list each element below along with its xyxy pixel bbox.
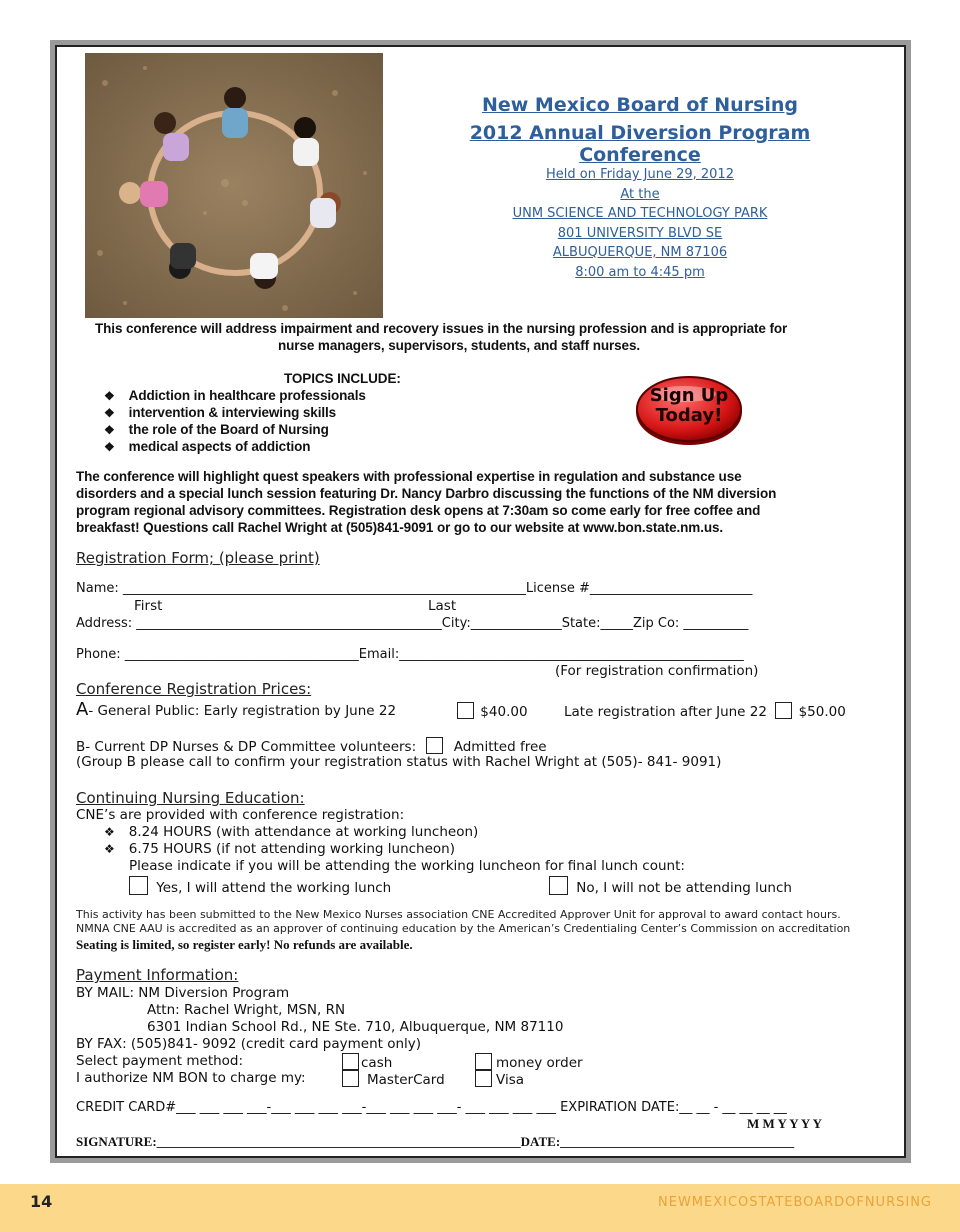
- mail-label: BY MAIL: NM Diversion Program: [76, 985, 290, 1001]
- name-line[interactable]: Name: ______________________________________________________________License #_________________________: [76, 581, 753, 596]
- money-order-option[interactable]: money order: [475, 1053, 583, 1071]
- visa-checkbox[interactable]: [475, 1070, 492, 1087]
- bullet-icon: ❖: [104, 406, 115, 420]
- registration-form-title: Registration Form; (please print): [76, 549, 320, 567]
- venue: UNM SCIENCE AND TECHNOLOGY PARK: [512, 206, 768, 221]
- highlight-line-3: program regional advisory committees. Registration desk opens at 7:30am so come early for free coffee and: [76, 503, 761, 518]
- org-title: New Mexico Board of Nursing: [481, 94, 799, 116]
- lunch-no-checkbox[interactable]: [549, 876, 568, 895]
- phone-line[interactable]: Phone: ____________________________________Email:_____________________________________________________: [76, 647, 744, 662]
- signature-line[interactable]: SIGNATURE:________________________________________________________DATE:____________________________________: [76, 1134, 795, 1149]
- at-the: At the: [620, 187, 660, 202]
- cash-checkbox[interactable]: [342, 1053, 359, 1070]
- first-label: First: [134, 598, 163, 614]
- notice-line-1: This activity has been submitted to the New Mexico Nurses association CNE Accredited Approver Unit for approval to award contact hours.: [76, 908, 841, 921]
- bullet-icon: ❖: [104, 842, 115, 856]
- lunch-yes-checkbox[interactable]: [129, 876, 148, 895]
- cash-option[interactable]: cash: [342, 1053, 392, 1071]
- last-label: Last: [428, 598, 457, 614]
- price-b[interactable]: B- Current DP Nurses & DP Committee volunteers: Admitted free: [76, 739, 547, 755]
- expiration-format: M M Y Y Y Y: [747, 1116, 822, 1131]
- mastercard-option[interactable]: MasterCard: [342, 1070, 445, 1088]
- money-order-checkbox[interactable]: [475, 1053, 492, 1070]
- late-price-option[interactable]: Late registration after June 22 $50.00: [564, 704, 846, 720]
- price-b-note: (Group B please call to confirm your registration status with Rachel Wright at (505)- 841- 9091): [76, 754, 722, 770]
- conference-photo: [85, 53, 383, 318]
- topic-item: ❖ Addiction in healthcare professionals: [104, 388, 366, 403]
- topic-item: ❖ the role of the Board of Nursing: [104, 422, 329, 437]
- credit-card-line[interactable]: CREDIT CARD#___ ___ ___ ___-___ ___ ___ ___-___ ___ ___ ___- ___ ___ ___ ___ EXPIRATION DATE:__ __ - __ __ __ __: [76, 1100, 787, 1115]
- early-price-checkbox[interactable]: [457, 702, 474, 719]
- conference-title: 2012 Annual Diversion Program Conference: [469, 122, 811, 166]
- lunch-yes-option[interactable]: Yes, I will attend the working lunch: [129, 876, 391, 896]
- city: ALBUQUERQUE, NM 87106: [552, 245, 728, 260]
- price-a: A- General Public: Early registration by June 22: [76, 699, 397, 720]
- early-price-option[interactable]: $40.00: [457, 702, 528, 720]
- address-line[interactable]: Address: _______________________________________________City:______________State:_____Zip Co: __________: [76, 616, 749, 631]
- mastercard-checkbox[interactable]: [342, 1070, 359, 1087]
- bullet-icon: ❖: [104, 389, 115, 403]
- street: 801 UNIVERSITY BLVD SE: [557, 226, 723, 241]
- held-on: Held on Friday June 29, 2012: [546, 167, 734, 182]
- bullet-icon: ❖: [104, 825, 115, 839]
- highlight-line-2: disorders and a special lunch session featuring Dr. Nancy Darbro discussing the functions of the NM diversion: [76, 486, 777, 501]
- visa-option[interactable]: Visa: [475, 1070, 524, 1088]
- sign-up-text: Sign Up Today!: [649, 385, 729, 426]
- cne-intro: CNE’s are provided with conference registration:: [76, 807, 405, 823]
- cne-title: Continuing Nursing Education:: [76, 789, 305, 807]
- footer-brand: NEWMEXICOSTATEBOARDOFNURSING: [658, 1195, 932, 1210]
- bullet-icon: ❖: [104, 423, 115, 437]
- lunch-no-option[interactable]: No, I will not be attending lunch: [549, 876, 792, 896]
- page-footer: [0, 1184, 960, 1232]
- cne-item: ❖ 6.75 HOURS (if not attending working luncheon): [104, 841, 456, 857]
- method-label: Select payment method:: [76, 1053, 244, 1069]
- topics-heading: TOPICS INCLUDE:: [284, 371, 401, 386]
- email-note: (For registration confirmation): [555, 663, 759, 679]
- cne-item: ❖ 8.24 HOURS (with attendance at working luncheon): [104, 824, 479, 840]
- cne-prompt: Please indicate if you will be attending the working luncheon for final lunch count:: [129, 858, 685, 874]
- notice-line-2: NMNA CNE AAU is accredited as an approver of continuing education by the American’s Credentialing Center’s Commission on accreditation: [76, 922, 851, 935]
- fax-line: BY FAX: (505)841- 9092 (credit card payment only): [76, 1036, 422, 1052]
- admitted-free-checkbox[interactable]: [426, 737, 443, 754]
- notice-line-3: Seating is limited, so register early! No refunds are available.: [76, 937, 413, 952]
- time: 8:00 am to 4:45 pm: [575, 265, 705, 280]
- prices-title: Conference Registration Prices:: [76, 680, 312, 698]
- sign-up-badge[interactable]: [634, 374, 744, 446]
- topic-item: ❖ medical aspects of addiction: [104, 439, 311, 454]
- highlight-line-4: breakfast! Questions call Rachel Wright at (505)841-9091 or go to our website at www.bon.state.nm.us.: [76, 520, 724, 535]
- intro-line-1: This conference will address impairment and recovery issues in the nursing profession and is appropriate for: [95, 321, 788, 336]
- highlight-line-1: The conference will highlight quest speakers with professional expertise in regulation and substance use: [76, 469, 742, 484]
- bullet-icon: ❖: [104, 440, 115, 454]
- intro-line-2: nurse managers, supervisors, students, and staff nurses.: [278, 338, 641, 353]
- payment-title: Payment Information:: [76, 966, 239, 984]
- page-number: 14: [30, 1192, 53, 1211]
- mail-address: 6301 Indian School Rd., NE Ste. 710, Albuquerque, NM 87110: [147, 1019, 564, 1035]
- mail-attn: Attn: Rachel Wright, MSN, RN: [147, 1002, 346, 1018]
- authorize-label: I authorize NM BON to charge my:: [76, 1070, 306, 1086]
- late-price-checkbox[interactable]: [775, 702, 792, 719]
- topic-item: ❖ intervention & interviewing skills: [104, 405, 337, 420]
